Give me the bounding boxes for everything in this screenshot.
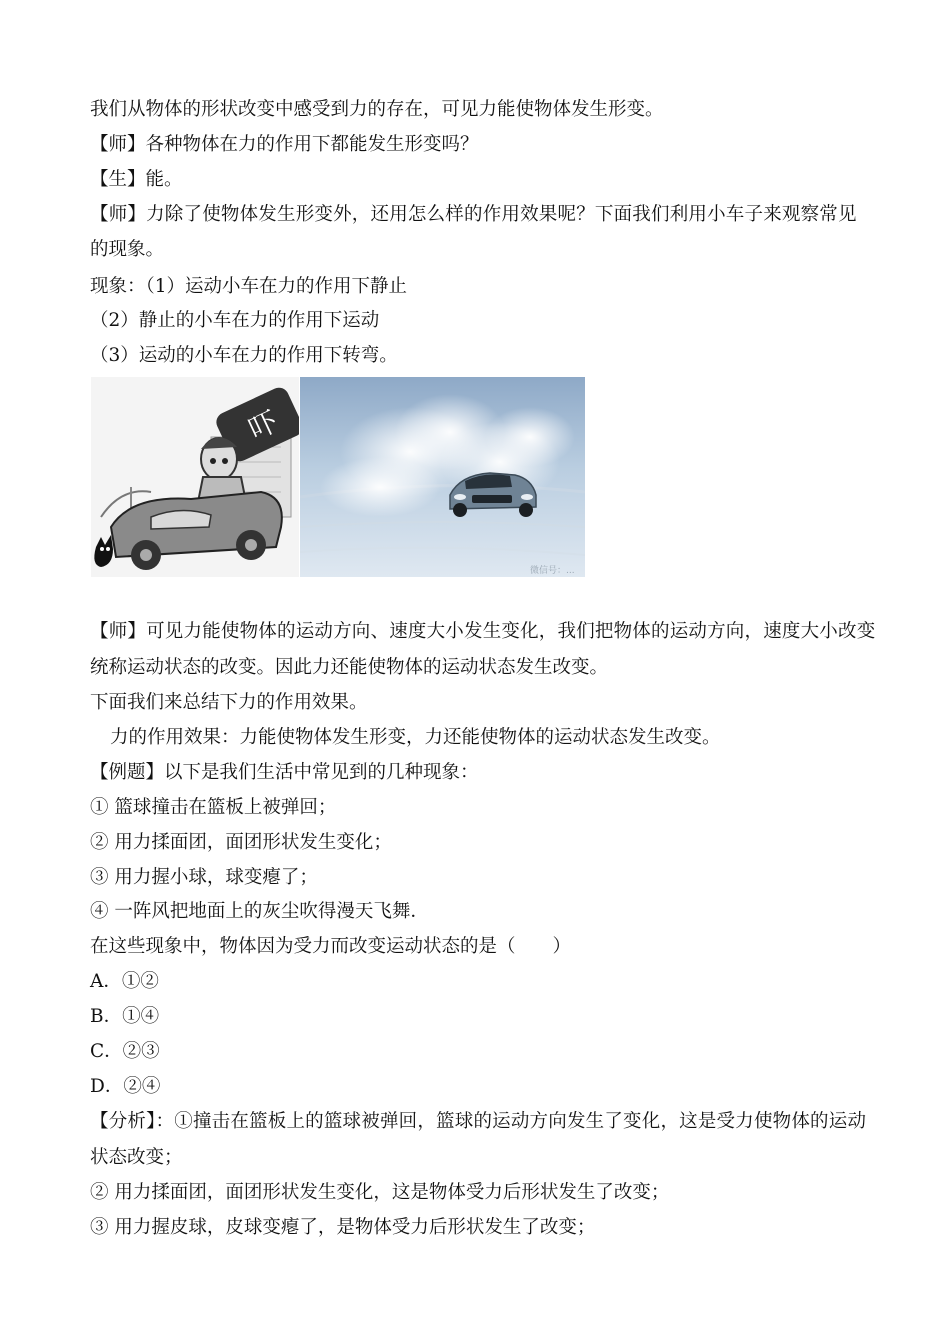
choice-d: D．②④ xyxy=(90,1076,161,1097)
text-line: 【例题】以下是我们生活中常见到的几种现象： xyxy=(90,762,479,783)
text-line: 的现象。 xyxy=(90,239,165,260)
text-line: 统称运动状态的改变。因此力还能使物体的运动状态发生改变。 xyxy=(90,657,609,678)
text-line: （3）运动的小车在力的作用下转弯。 xyxy=(90,345,398,366)
choice-b: B．①④ xyxy=(90,1006,160,1027)
text-line: 下面我们来总结下力的作用效果。 xyxy=(90,692,368,713)
text-line: 力的作用效果：力能使物体发生形变，力还能使物体的运动状态发生改变。 xyxy=(110,727,721,748)
question-text: 在这些现象中，物体因为受力而改变运动状态的是（ ） xyxy=(90,936,572,957)
bubble-text: 吓 xyxy=(243,404,283,447)
text-line: 【师】可见力能使物体的运动方向、速度大小发生变化，我们把物体的运动方向，速度大小改变 xyxy=(90,621,876,642)
list-item: ③ 用力握小球，球变瘪了； xyxy=(90,867,318,888)
photo-watermark: 微信号：... xyxy=(530,566,575,576)
list-item: ② 用力揉面团，面团形状发生变化； xyxy=(90,832,392,853)
analysis-text: 【分析】：①撞击在篮板上的篮球被弹回，篮球的运动方向发生了变化，这是受力使物体的运动 xyxy=(90,1111,867,1132)
cartoon-car-image xyxy=(91,377,299,577)
text-line: 【师】各种物体在力的作用下都能发生形变吗？ xyxy=(90,134,479,155)
list-item: ① 篮球撞击在篮板上被弹回； xyxy=(90,797,337,818)
analysis-text: 状态改变； xyxy=(90,1147,183,1168)
analysis-text: ③ 用力握皮球，皮球变瘪了，是物体受力后形状发生了改变； xyxy=(90,1217,596,1238)
text-line: （2）静止的小车在力的作用下运动 xyxy=(90,310,380,331)
choice-a: A．①② xyxy=(90,971,159,992)
snow-drift-photo xyxy=(300,377,585,577)
text-line: 我们从物体的形状改变中感受到力的存在，可见力能使物体发生形变。 xyxy=(90,99,664,120)
text-line: 【师】力除了使物体发生形变外，还用怎么样的作用效果呢？下面我们利用小车子来观察常见 xyxy=(90,204,857,225)
list-item: ④ 一阵风把地面上的灰尘吹得漫天飞舞． xyxy=(90,901,429,922)
text-line: 现象：（1）运动小车在力的作用下静止 xyxy=(90,276,408,297)
text-line: 【生】能。 xyxy=(90,169,183,190)
analysis-text: ② 用力揉面团，面团形状发生变化，这是物体受力后形状发生了改变； xyxy=(90,1182,670,1203)
choice-c: C．②③ xyxy=(90,1041,160,1062)
